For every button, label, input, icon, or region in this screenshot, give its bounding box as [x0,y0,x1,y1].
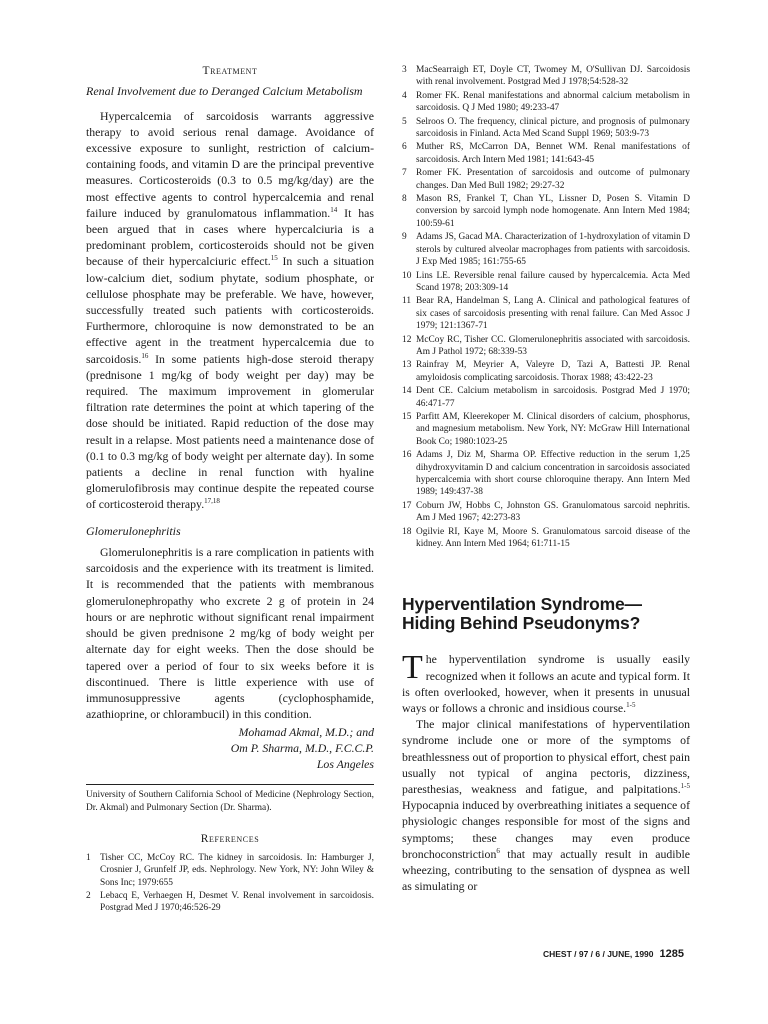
journal-citation: CHEST / 97 / 6 / JUNE, 1990 [542,949,654,959]
reference-item: 8 Mason RS, Frankel T, Chan YL, Lissner D, Posen S. Vitamin D conversion by sarcoid lymph node homogenate. Ann Intern Med 1984; 100:59-61 [402,194,690,229]
left-column [86,64,374,916]
paragraph-clinical-manifestations: The major clinical manifestations of hyperventilation syndrome include one or more of the symptoms of breathlessness out of proportion to physical effort, chest pain usually not typical of angina pectoris, dizziness, paresthesias, weakness and fatigue, and palpitations.$^{1-5}$ Hypocapnia induced by overbreathing initiates a sequence of physiologic changes responsible for most of the signs and symptoms; these changes may even produce bronchoconstriction$^6$ that may actually result in audible wheezing, contributing to the sensation of dyspnea as well as simulating or [402,717,690,894]
citation-superscript: 1-5 [626,701,636,710]
reference-item: 1 Tisher CC, McCoy RC. The kidney in sarcoidosis. In: Hamburger J, Crosnier J, Grunfelf JP, eds. Nephrology. New York, NY: John Wiley & Sons Inc; 1979:655 [86,852,374,888]
article-title: Hyperventilation Syndrome— Hiding Behind Pseudonyms? [402,594,642,634]
author-line-1: Mohamad Akmal, M.D.; and [238,725,374,740]
reference-item: 15 Parfitt AM, Kleerekoper M. Clinical disorders of calcium, phosphorus, and magnesium metabolism. New York, NY: McGraw Hill International Book Co; 1980:1023-25 [402,411,690,447]
reference-item: 12 McCoy RC, Tisher CC. Glomerulonephritis associated with sarcoidosis. Am J Pathol 1972; 68:339-53 [402,334,690,357]
subheading-renal-involvement: Renal Involvement due to Deranged Calcium Metabolism [86,84,363,98]
paragraph-renal-treatment: Hypercalcemia of sarcoidosis warrants aggressive therapy to avoid serious renal damage. Avoidance of excessive exposure to sunlight, restriction of calcium-containing foods, and vitamin D are the principal preventive measures. Corticosteroids (0.3 to 0.5 mg/kg/day) are the most effective agents to control hypercalcemia and renal failure induced by granulomatous inflammation.$^{14}$ It has been argued that in cases where hypercalciuria is a predominant problem, corticosteroids should not be given because of their hypercalciuric effect.$^{15}$ In such a situation low-calcium diet, sodium phytate, sodium phosphate, or cellulose phosphate may be preferable. We have, however, successfully treated such patients with corticosteroids. Furthermore, chloroquine is now demonstrated to be an effective agent in the treatment hypercalcemia due to sarcoidosis.$^{16}$ In some patients high-dose steroid therapy (prednisone 1 mg/kg of body weight per day) may be required. The maximum improvement in glomerular filtration rate determines the point at which tapering of the dose should be initiated. Rapid reduction of the dose may result in a relapse. Most patients need a maintenance dose of (0.1 to 0.3 mg/kg of body weight per alternate day). In some patients a decline in renal function with hyaline glomerulofibrosis may continue despite the repeated course of corticosteroid therapy.$^{17,18}$ [86,108,374,512]
citation-superscript: 1-5 [680,782,690,791]
reference-item: 10 Lins LE. Reversible renal failure caused by hypercalcemia. Acta Med Scand 1978; 203:309-14 [402,270,690,293]
section-heading-references: References [200,832,260,845]
reference-item: 6 Muther RS, McCarron DA, Bennet WM. Renal manifestations of sarcoidosis. Arch Intern Med 1981; 141:643-45 [402,142,690,165]
reference-item: 2 Lebacq E, Verhaegen H, Desmet V. Renal involvement in sarcoidosis. Postgrad Med J 1970;46:526-29 [86,890,374,914]
author-city: Los Angeles [316,757,374,772]
reference-item: 18 Ogilvie RI, Kaye M, Moore S. Granulomatous sarcoid disease of the kidney. Ann Intern Med 1964; 61:711-15 [402,526,690,550]
page-footer [543,948,684,960]
paragraph-glomerulonephritis: Glomerulonephritis is a rare complication in patients with sarcoidosis and the experience with its treatment is limited. It is recommended that the patients with membranous glomerulonephropathy who excrete 2 g of protein in 24 hours or are nephrotic without significant renal impairment should be given prednisone 2 mg/kg of body weight per alternate day for eight weeks. Then the dose should be tapered over a period of four to six weeks before it is discontinued. There is little experience with use of immunosuppressive agents (cyclophosphamide, azathioprine, or chlorambucil) in this condition. [86,545,374,722]
reference-item: 9 Adams JS, Gacad MA. Characterization of 1-hydroxylation of vitamin D sterols by cultured alveolar macrophages from patients with sarcoidosis. J Exp Med 1985; 161:755-65 [402,232,690,268]
reference-item: 4 Romer FK. Renal manifestations and abnormal calcium metabolism in sarcoidosis. Q J Med 1980; 49:233-47 [402,90,690,114]
affiliation-note: University of Southern California School of Medicine (Nephrology Section, Dr. Akmal) and Pulmonary Section (Dr. Sharma). [86,790,374,813]
reference-item: 13 Rainfray M, Meyrier A, Valeyre D, Tazi A, Battesti JP. Renal amyloidosis complicating sarcoidosis. Thorax 1988; 43:422-23 [402,360,690,383]
citation-superscript: 16 [141,351,149,360]
reference-item: 14 Dent CE. Calcium metabolism in sarcoidosis. Postgrad Med J 1970; 46:471-77 [402,386,690,409]
page-number: 1285 [659,948,684,960]
reference-item: 17 Coburn JW, Hobbs C, Johnston GS. Granulomatous sarcoid nephritis. Am J Med 1967; 42:273-83 [402,500,690,524]
drop-cap: T [402,649,423,687]
reference-list-left [86,852,374,915]
reference-item: 11 Bear RA, Handelman S, Lang A. Clinical and pathological features of six cases of sarcoidosis presenting with renal failure. Can Med Assoc J 1979; 121:1367-71 [402,296,690,332]
reference-item: 7 Romer FK. Presentation of sarcoidosis and outcome of pulmonary changes. Dan Med Bull 1982; 29:27-32 [402,168,690,191]
reference-item: 16 Adams J, Diz M, Sharma OP. Effective reduction in the serum 1,25 dihydroxyvitamin D and calcium concentration in sarcoidosis associated hypercalcemia with short course chloroquine therapy. Ann Intern Med 1989; 149:437-38 [402,450,690,498]
reference-list-right [402,64,690,550]
section-heading-treatment: Treatment [202,65,258,77]
citation-superscript: 6 [496,846,500,855]
right-column [402,64,690,894]
citation-superscript: 17,18 [204,497,220,506]
citation-superscript: 15 [270,254,278,263]
paragraph-intro: The hyperventilation syndrome is usually easily recognized when it follows an acute and typical form. It is often overlooked, however, when it presents in unusual ways or follows a chronic and insidious course.$^{1-5}$ [402,649,690,716]
reference-item: 5 Selroos O. The frequency, clinical picture, and prognosis of pulmonary sarcoidosis in Finland. Acta Med Scand Suppl 1969; 503:9-73 [402,116,690,140]
reference-item: 3 MacSearraigh ET, Doyle CT, Twomey M, O'Sullivan DJ. Sarcoidosis with renal involvement. Postgrad Med J 1978;54:528-32 [402,65,690,88]
author-line-2: Om P. Sharma, M.D., F.C.C.P. [230,741,374,756]
divider-rule [86,784,374,785]
subheading-glomerulonephritis: Glomerulonephritis [86,523,181,538]
citation-superscript: 14 [330,205,338,214]
